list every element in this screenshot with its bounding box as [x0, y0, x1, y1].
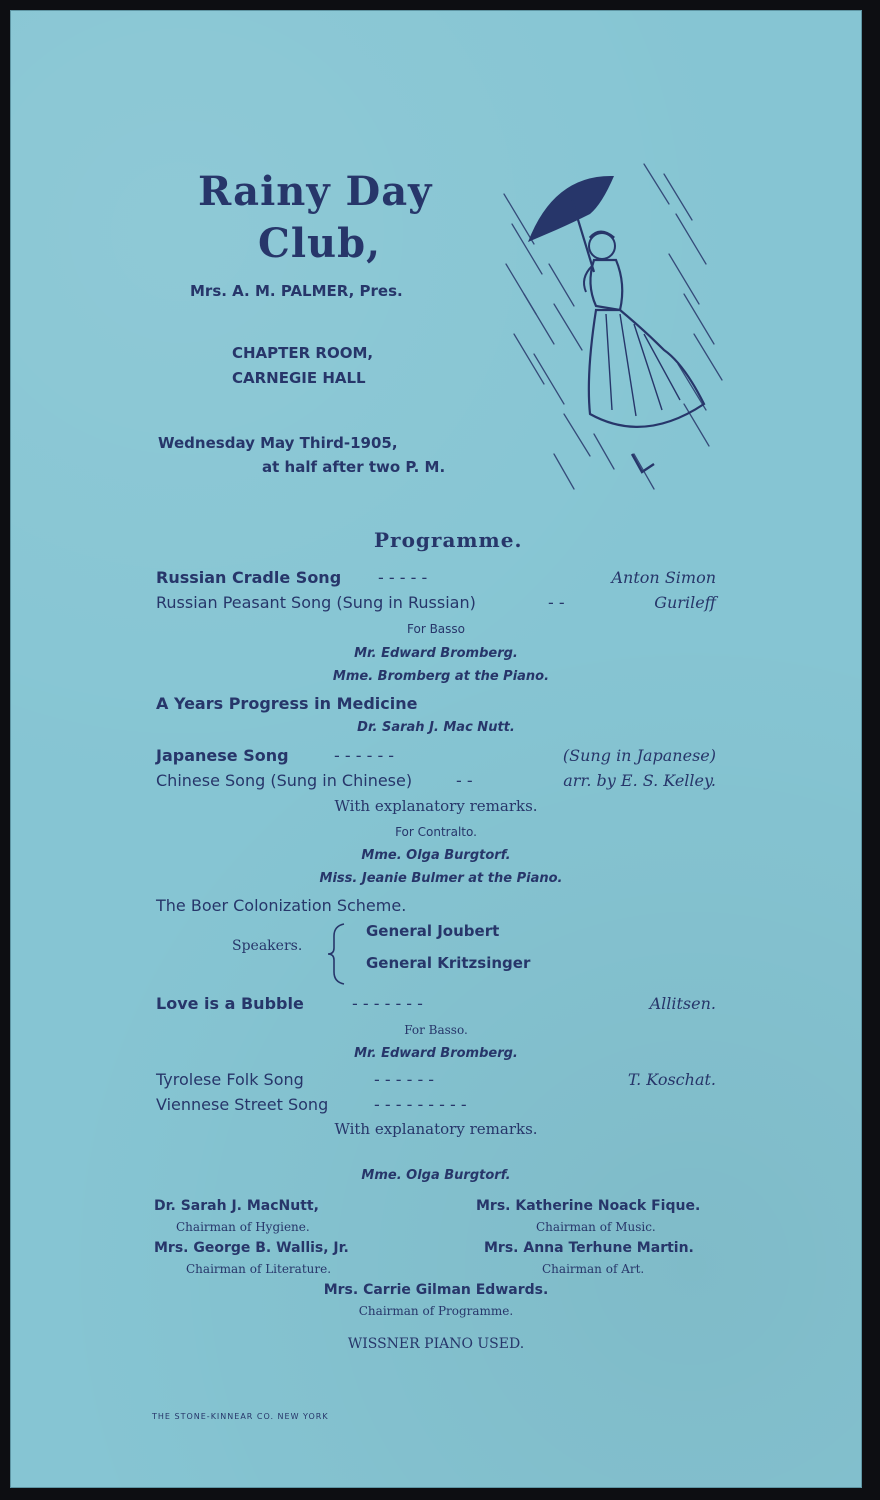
- item-credit: T. Koschat.: [627, 1070, 716, 1089]
- dash-leader: - - - - -: [378, 568, 428, 587]
- committee-member-name: Mrs. Anna Terhune Martin.: [484, 1240, 694, 1256]
- committee-member-role: Chairman of Art.: [542, 1262, 645, 1276]
- committee-member-name: Mrs. George B. Wallis, Jr.: [154, 1240, 349, 1256]
- item-note: For Contralto.: [395, 825, 477, 839]
- speakers-label: Speakers.: [232, 938, 303, 954]
- item-pianist: Mme. Bromberg at the Piano.: [332, 669, 550, 684]
- date-line2: at half after two P. M.: [262, 458, 446, 476]
- item-remarks: With explanatory remarks.: [334, 1120, 538, 1138]
- item-title: Viennese Street Song: [156, 1095, 329, 1114]
- item-note: For Basso: [407, 622, 465, 636]
- piano-note: WISSNER PIANO USED.: [347, 1336, 525, 1352]
- item-title: Russian Cradle Song: [156, 568, 342, 587]
- dash-leader: - - - - - -: [374, 1070, 435, 1089]
- programme-item: [156, 746, 716, 770]
- programme-card: [10, 10, 862, 1488]
- item-title: A Years Progress in Medicine: [156, 694, 418, 713]
- programme-item: [156, 593, 716, 617]
- programme-item: [156, 994, 716, 1018]
- item-credit: (Sung in Japanese): [562, 746, 716, 765]
- item-title: Chinese Song (Sung in Chinese): [156, 771, 413, 790]
- printer-imprint: THE STONE-KINNEAR CO. NEW YORK: [152, 1412, 329, 1421]
- date-line1: Wednesday May Third-1905,: [158, 434, 398, 452]
- item-credit: Allitsen.: [649, 994, 716, 1013]
- brace-icon: [326, 922, 350, 986]
- item-speaker: Dr. Sarah J. Mac Nutt.: [357, 720, 515, 735]
- programme-item: [156, 694, 716, 718]
- club-president: Mrs. A. M. PALMER, Pres.: [190, 282, 403, 300]
- committee-member-role: Chairman of Programme.: [358, 1304, 514, 1318]
- dash-leader: - - - - - -: [334, 746, 395, 765]
- item-title: Tyrolese Folk Song: [156, 1070, 304, 1089]
- venue-line2: CARNEGIE HALL: [232, 369, 366, 387]
- item-performer: Mr. Edward Bromberg.: [354, 646, 518, 661]
- dash-leader: - - - - - - -: [352, 994, 423, 1013]
- item-credit: Gurileff: [654, 593, 716, 612]
- programme-item: [156, 1070, 716, 1094]
- item-title: Russian Peasant Song (Sung in Russian): [156, 593, 476, 612]
- programme-item: [156, 771, 716, 795]
- item-remarks: With explanatory remarks.: [334, 797, 538, 815]
- venue-line1: CHAPTER ROOM,: [232, 344, 374, 362]
- item-title: The Boer Colonization Scheme.: [156, 896, 407, 915]
- committee-member-role: Chairman of Hygiene.: [176, 1220, 310, 1234]
- item-performer: Mme. Olga Burgtorf.: [361, 848, 511, 863]
- dash-leader: - -: [548, 593, 565, 612]
- programme-item: [156, 896, 716, 920]
- club-title-line1: Rainy Day: [198, 168, 433, 215]
- item-title: Japanese Song: [156, 746, 289, 765]
- programme-heading: Programme.: [374, 528, 523, 552]
- woman-with-umbrella-illustration: [494, 154, 734, 504]
- committee-member-name: Dr. Sarah J. MacNutt,: [154, 1198, 319, 1214]
- item-pianist: Miss. Jeanie Bulmer at the Piano.: [319, 871, 563, 886]
- item-credit: Anton Simon: [611, 568, 716, 587]
- dash-leader: - - - - - - - - -: [374, 1095, 467, 1114]
- item-performer: Mr. Edward Bromberg.: [354, 1046, 518, 1061]
- item-credit: arr. by E. S. Kelley.: [563, 771, 716, 790]
- speaker-name: General Kritzsinger: [366, 954, 531, 972]
- dash-leader: - -: [456, 771, 473, 790]
- committee-member-role: Chairman of Music.: [536, 1220, 656, 1234]
- speaker-name: General Joubert: [366, 922, 500, 940]
- committee-member-name: Mrs. Carrie Gilman Edwards.: [323, 1282, 549, 1298]
- item-note: For Basso.: [404, 1023, 468, 1037]
- committee-member-name: Mrs. Katherine Noack Fique.: [476, 1198, 701, 1214]
- programme-item: [156, 1095, 716, 1119]
- item-performer: Mme. Olga Burgtorf.: [361, 1168, 511, 1183]
- programme-item: [156, 568, 716, 592]
- item-title: Love is a Bubble: [156, 994, 304, 1013]
- committee-member-role: Chairman of Literature.: [186, 1262, 332, 1276]
- club-title-line2: Club,: [258, 220, 382, 267]
